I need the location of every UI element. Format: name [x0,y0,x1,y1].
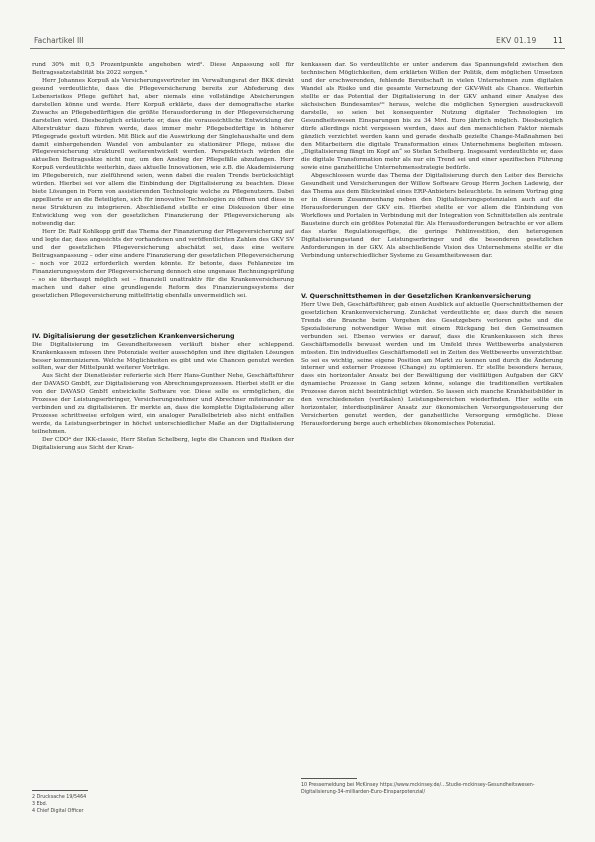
footnote-divider [301,778,357,779]
section-heading: V. Querschnittsthemen in der Gesetzlichen Krankenversicherung [301,292,531,300]
paragraph: Der CDO⁴ der IKK-classic, Herr Stefan Schelberg, legte die Chancen und Risiken der Digitalisierung aus Sicht der Kran- [32,437,294,451]
left-column [32,62,294,453]
running-header [30,34,565,49]
paragraph: Abgeschlossen wurde das Thema der Digitalisierung durch den Leiter des Bereichs Gesundheit und Versicherungen der Willow Software Group Herrn Jochen Ladewig, der das Thema aus dem Blickwinkel eines ERP-Anbieters beleuchtete. In seinem Vortrag ging er in diesem Zusammenhang neben den Digitalisierungspotenzialen auch auf die Herausforderungen der GKV ein. Hierbei stellte er vor allem die Einbindung von Workflows und Portalen in Verbindung mit der Integration von Schnittstellen als zentrale Bausteine durch ein größtes Potenzial für. Als Herausforderungen betrachte er vor allem das starke Regulationsgefüge, die geringe Fehlinvestition, den heterogenen Digitalisierungsstand der Leistungserbringer und die besonderen gesetzlichen Anforderungen in der GKV. Als abschließende Vision des Unternehmens stellte er die Verbindung unterschiedlicher Systeme zu Gesamtheitswesen dar. [301,173,563,259]
header-section-label: Fachartikel III [34,36,84,45]
paragraph: Herr Johannes Korpuß als Versicherungsvertreter im Verwaltungsrat der BKK direkt gesund verdeutlichte, dass die Pflegeversicherung bereits zur Abfederung des Lebensrisikos Pflege geführt hat, aber niemals eine vollständige Absicherungen darstellen könne und werde. Herr Korpuß erklärte, dass der demografische starke Zuwachs an Pflegebedürftigen die größte Herausforderung in der Pflegeversicherung darstellen wird. Diesbezüglich erläuterte er, dass die voraussichtliche Entwicklung der Alterstruktur dazu führen werde, dass immer mehr Pflegebedürftige in höherer Pflegegrade gestuft würden. Mit Blick auf die Auswirkung der Singlehaushalte und dem damit einhergehenden Wandel von ambulanter zu stationärer Pflege, müsse die Pflegeversicherung strukturell weiterentwickelt werden. Perspektivisch würden die aktuellen Beitragssätze nicht nur, um den Anstieg der Pflegefälle abzufangen. Herr Korpuß verdeutlichte weiterhin, dass aktuelle Innovationen, wie z.B. die Akademisierung im Pflegebereich, nur zielführend seien, wenn dabei die realen Trends berücksichtigt würden. Hierbei sei vor allem die Einbindung der Digitalisierung zu beachten. Diese biete Lösungen in Form von assistierenden Technologie welche zu Pflegenutzern. Dabei appellierte er an die Beteiligten, sich für innovative Technologien zu öffnen und diese in neue Strukturen zu integrieren. Abschließend stellte er eine Diskussion über eine Entwicklung weg von der gesetzlichen Finanzierung der Pflegeversicherung als notwendig dar. [32,77,294,228]
footnote: 10 Pressemeldung bei McKinsey https://www.mckinsey.de/…Studie-mckinsey-Gesundheitswesen-Digitalisierung-34-milliarden-Euro-Einsparpotenzial/ [301,783,535,796]
header-journal-issue [496,36,563,45]
page-number: 11 [553,36,563,45]
footnote: 2 Drucksache 19/5464 [32,795,87,800]
paragraph: Herr Dr. Ralf Kohlkopp griff das Thema der Finanzierung der Pflegeversicherung auf und legte dar, dass angesichts der vorhandenen und veröffentlichten Zahlen des GKV SV und der gesetzlichen Pflegeversicherung abschätzt sei, dass eine weitere Beitragsanpassung – oder eine andere Finanzierung der gesetzlichen Pflegeversicherung – noch vor 2022 erforderlich werden könnte. Er betonte, dass Fehlanreize im Finanzierungssystem der Pflegeversicherung dennoch eine ungenaue Rechnungsprüfung – so sie überhaupt möglich sei – finanziell unattraktiv für die Krankenversicherung machen und daher eine grundlegende Reform des Finanzierungssystems der gesetzlichen Pflegeversicherung mittelfristig ebenfalls unvermeidlich sei. [32,229,294,299]
paragraph: Herr Uwe Deh, Geschäftsführer, gab einen Ausblick auf aktuelle Querschnittsthemen der gesetzlichen Krankenversicherung. Zunächst verdeutlichte er, dass durch die neuen Trends die Branche beim Vorgehen des Gesetzgebers verloren gehe und die Spezialisierung notwendiger Weise mit einem Rückgang bei den Gemeinsamen verbunden sei. Ebenso verwies er darauf, dass die Krankenkassen sich ihres Geschäftsmodells bewusst werden und im Umfeld ihres Wettbewerbs analysieren müssten. Ein individuelles Geschäftsmodell sei in Zeiten des Wettbewerbs unverzichtbar. So sei es wichtig, seine eigene Position am Markt zu kennen und durch die Änderung interner und externer Prozesse (Change) zu optimieren. Er stellte besonders heraus, dass ein horizontaler Ansatz bei der Bewältigung der vielfältigen Aufgaben der GKV dynamische Prozesse in Gang setzen könne, solange die traditionellen vertikalen Prozesse davon nicht beeinträchtigt würden. So lassen sich manche Krankheitsbilder in den verschiedensten (vertikalen) Leistungsbereichen wiederfinden. Hier sollte ein horizontaler, interdisziplinärer Ansatz zur ökonomischen Versorgungssteuerung der Versicherten genutzt werden, der ganzheitliche Versorgung ermögliche. Diese Herausforderung berge auch erhebliches ökonomisches Potenzial. [301,301,563,428]
footnote: 3 Ebd. [32,802,48,808]
section-heading: IV. Digitalisierung der gesetzlichen Krankenversicherung [32,332,235,340]
footnotes-left [32,794,86,816]
footnote-divider [32,790,88,791]
paragraph: kenkassen dar. So verdeutlichte er unter anderem das Spannungsfeld zwischen den technischen Möglichkeiten, dem erklärten Willen der Politik, dem möglichen Umsetzen und der erschwerenden, fehlende Bereitschaft in vielen Unternehmen zum digitalen Wandel als Risiko und die gesamte Vernetzung der GKV-Welt als Chance. Weiterhin stellte er das Potential der Digitalisierung in der GKV anhand einer Analyse des sächsischen Bundesamtes¹⁰ heraus, welche die möglichen Synergien ausdrucksvoll darstelle, so seien bei konsequenter Nutzung digitaler Technologien im Gesundheitswesen Einsparungen bis zu 34 Mrd. Euro jährlich möglich. Diesbezüglich dürfe allerdings nicht vergessen werden, dass auf den menschlichen Faktor niemals gänzlich verzichtet werden kann und gerade deshalb gezielte Change-Maßnahmen bei den Mitarbeitern die digitale Transformation eines Unternehmens begleiten müssen. „Digitalisierung fängt im Kopf an“ so Stefan Schelberg. Insgesamt verdeutlichte er, dass die digitale Transformation mehr als nur ein Trend sei und einer spezifischen Führung sowie eine ganzheitliche Unternehmensstrategie bedürfe. [301,62,563,172]
paragraph: Aus Sicht der Dienstleister referierte sich Herr Hans-Gunther Nehe, Geschäftsführer der DAVASO GmbH, zur Digitalisierung von Abrechnungsprozessen. Hierbei stellt er die von der DAVASO GmbH entwickelte Software vor. Diese solle es ermöglichen, die Prozesse der Leistungserbringer, Versicherungsnehmer und Abrechner miteinander zu verbinden und zu digitalisieren. Er merkte an, dass die komplette Digitalisierung aller Prozesse schrittweise erfolgen wird, ein analoger Parallelbetrieb also nicht entfallen werde, da Leistungserbringer in höchst unterschiedlicher Maße an der Digitalisierung teilnehmen. [32,373,294,436]
paragraph: rund 30% mit 0,5 Prozentpunkte angehoben wird². Diese Anpassung soll für Beitragssatzstabilität bis 2022 sorgen.³ [32,62,294,76]
footnote: 4 Chief Digital Officer [32,809,84,815]
paragraph: Die Digitalisierung im Gesundheitswesen verläuft bisher eher schleppend. Krankenkassen müssen ihre Potenziale weiter ausschöpfen und ihre digitalen Lösungen besser kommunizieren. Welche Möglichkeiten es gibt und wie Chancen genutzt werden sollten, war der Mittelpunkt weiterer Vorträge. [32,341,294,372]
footnotes-right [301,782,556,796]
header-issue-label: EKV 01.19 [496,36,537,45]
right-column [301,62,563,429]
